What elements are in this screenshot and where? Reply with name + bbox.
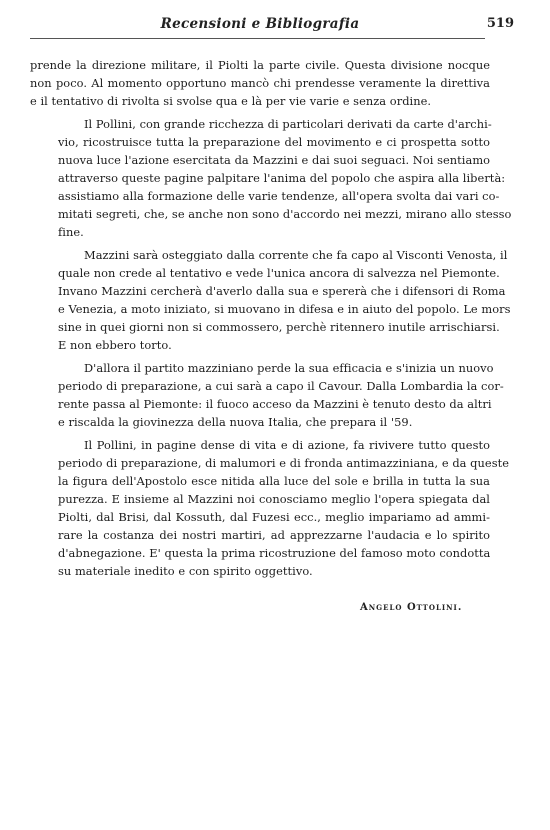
text-line: la figura dell'Apostolo esce nitida alla luce del sole e brilla in tutta la sua	[58, 474, 490, 488]
running-title: Recensioni e Bibliografia	[160, 16, 360, 32]
text-line: purezza. E insieme al Mazzini noi conosciamo meglio l'opera spiegata dal	[58, 492, 490, 506]
text-line: Il Pollini, in pagine dense di vita e di azione, fa rivivere tutto questo	[84, 438, 490, 452]
header-rule	[30, 38, 485, 39]
paragraph-3	[30, 246, 511, 354]
text-line: non poco. Al momento opportuno mancò chi prendesse veramente la direttiva	[30, 76, 490, 90]
text-line: attraverso queste pagine palpitare l'anima del popolo che aspira alla libertà:	[58, 171, 506, 185]
text-line: Mazzini sarà osteggiato dalla corrente che fa capo al Visconti Venosta, il	[84, 248, 508, 262]
author-signature: Angelo Ottolini.	[360, 602, 463, 613]
text-line: Piolti, dal Brisi, dal Kossuth, dal Fuzesi ecc., meglio impariamo ad ammi-	[58, 510, 490, 524]
text-line: periodo di preparazione, di malumori e di fronda antimazziniana, e da queste	[58, 456, 510, 470]
review-body	[30, 56, 512, 585]
text-line: e Venezia, a moto iniziato, si muovano in difesa e in aiuto del popolo. Le mors	[58, 302, 511, 316]
text-line: E non ebbero torto.	[58, 338, 172, 352]
text-line: rare la costanza dei nostri martiri, ad apprezzarne l'audacia e lo spirito	[58, 528, 490, 542]
text-line: Il Pollini, con grande ricchezza di particolari derivati da carte d'archi-	[84, 117, 492, 131]
text-line: d'abnegazione. E' questa la prima ricostruzione del famoso moto condotta	[58, 546, 491, 560]
running-head	[30, 14, 514, 36]
paragraph-4	[30, 359, 504, 431]
text-line: prende la direzione militare, il Piolti la parte civile. Questa divisione nocque	[30, 58, 490, 72]
text-line: D'allora il partito mazziniano perde la sua efficacia e s'inizia un nuovo	[84, 361, 494, 375]
text-line: e riscalda la giovinezza della nuova Italia, che prepara il '59.	[58, 415, 413, 429]
text-line: sine in quei giorni non si commossero, perchè ritennero inutile arrischiarsi.	[58, 320, 500, 334]
text-line: nuova luce l'azione esercitata da Mazzini e dai suoi seguaci. Noi sentiamo	[58, 153, 491, 167]
text-line: quale non crede al tentativo e vede l'unica ancora di salvezza nel Piemonte.	[58, 266, 500, 280]
paragraph-5	[30, 436, 510, 580]
text-line: rente passa al Piemonte: il fuoco acceso da Mazzini è tenuto desto da altri	[58, 397, 492, 411]
text-line: mitati segreti, che, se anche non sono d'accordo nei mezzi, mirano allo stesso	[58, 207, 512, 221]
text-line: assistiamo alla formazione delle varie tendenze, all'opera svolta dai vari co-	[58, 189, 500, 203]
paragraph-2	[30, 115, 512, 241]
text-line: su materiale inedito e con spirito oggettivo.	[58, 564, 313, 578]
text-line: Invano Mazzini cercherà d'averlo dalla sua e spererà che i difensori di Roma	[58, 284, 506, 298]
text-line: vio, ricostruisce tutta la preparazione del movimento e ci prospetta sotto	[58, 135, 490, 149]
paragraph-1	[30, 56, 490, 110]
text-line: e il tentativo di rivolta si svolse qua e là per vie varie e senza ordine.	[30, 94, 432, 108]
text-line: fine.	[58, 225, 84, 239]
page-number: 519	[486, 16, 514, 31]
text-line: periodo di preparazione, a cui sarà a capo il Cavour. Dalla Lombardia la cor-	[58, 379, 504, 393]
